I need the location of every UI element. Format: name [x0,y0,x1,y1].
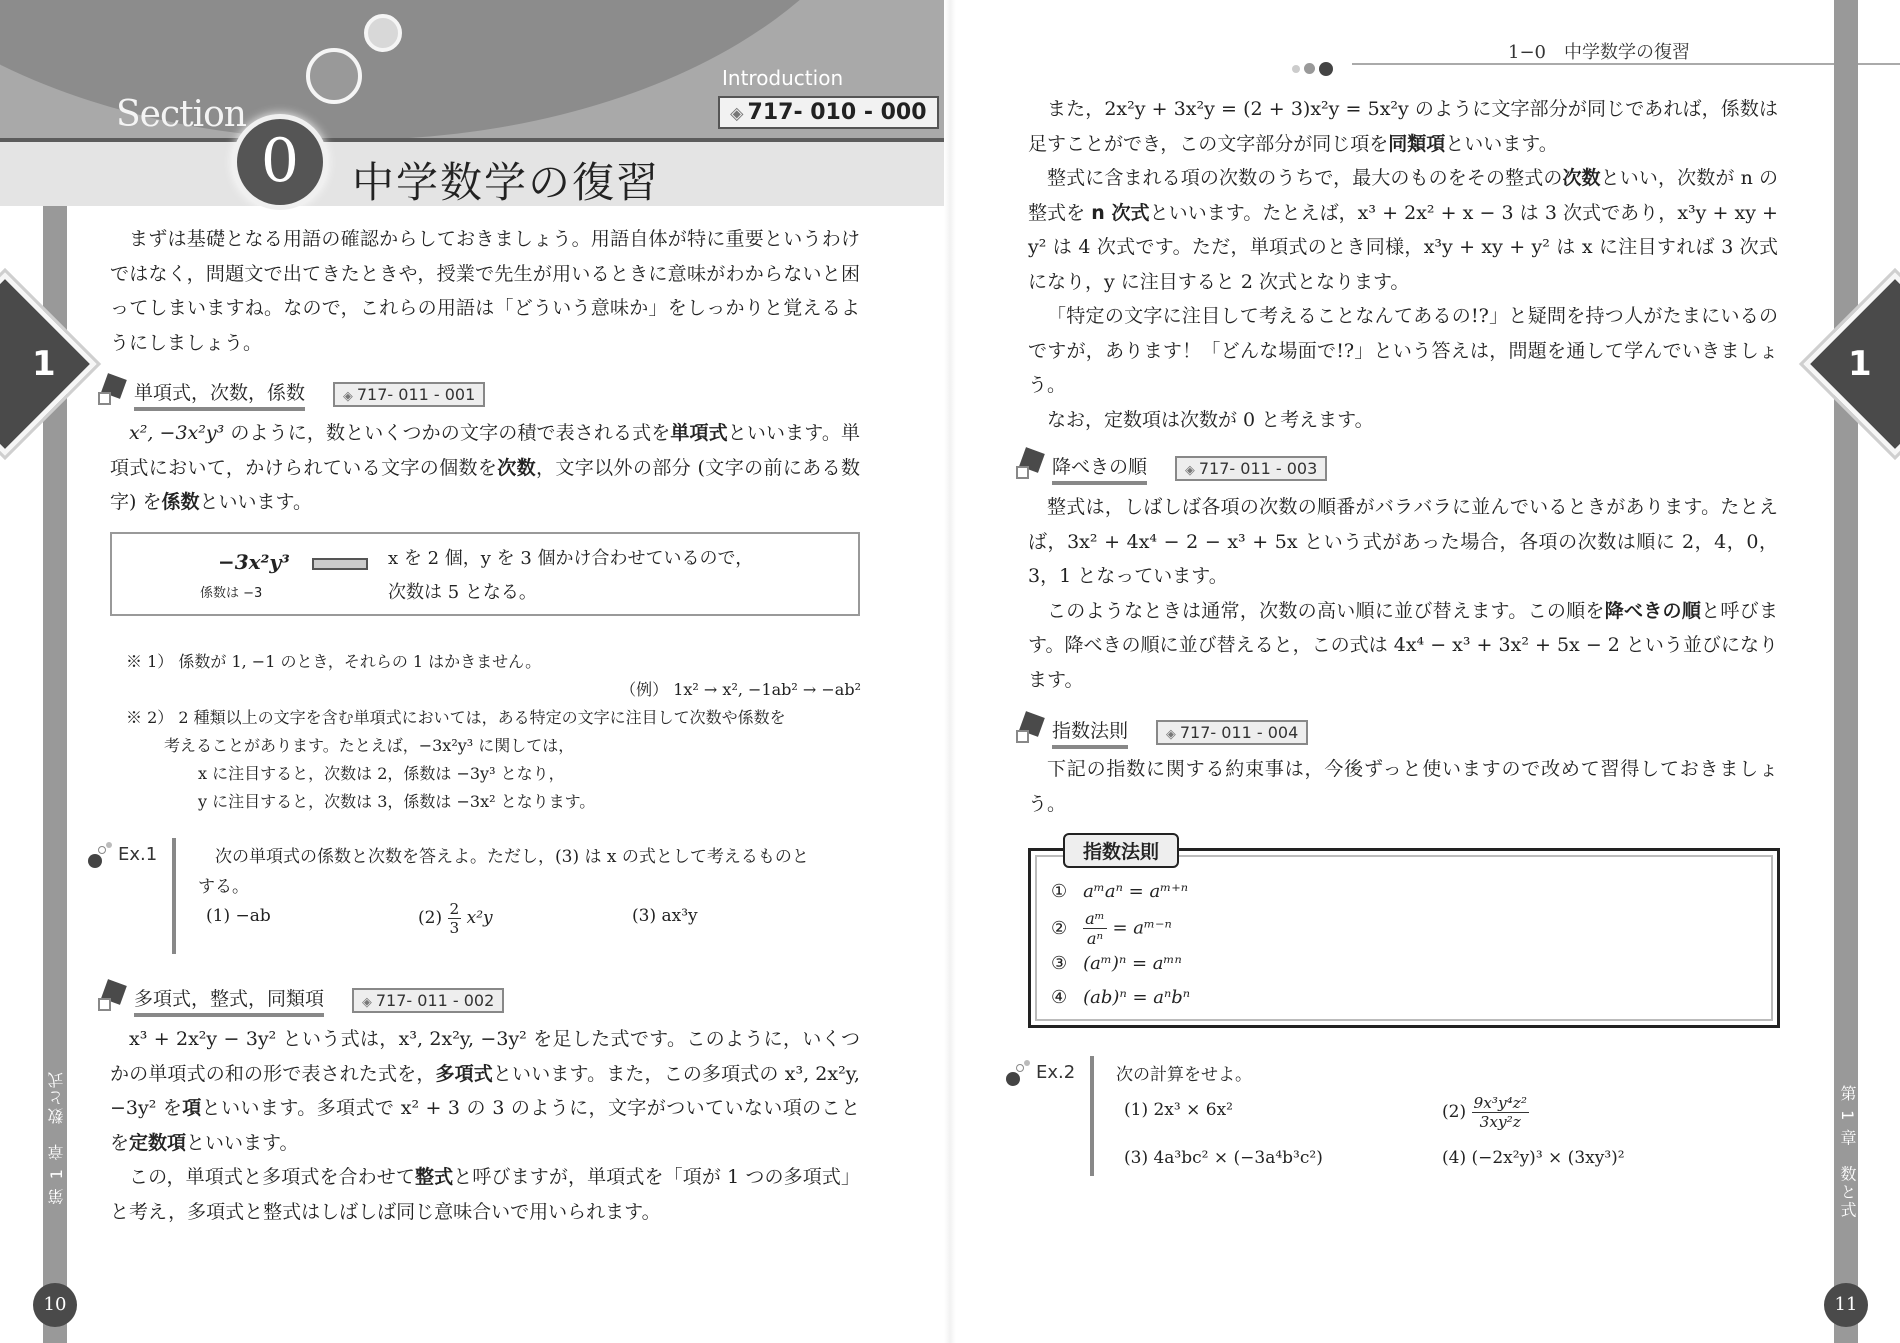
coefficient-note: 係数は −3 [200,586,263,601]
topic-code[interactable]: ◈ 717- 011 - 002 [352,988,504,1013]
exercise-label: Ex.1 [118,844,158,865]
exponent-laws-box [1028,841,1780,1028]
topic-marker-icon [98,986,128,1016]
descending-order-paragraph: 整式は，しばしば各項の次数の順番がバラバラに並んでいるときがあります。たとえば，3x² + 4x⁴ − 2 − x³ + 5x という式があった場合，各項の次数は順に 2，4，0，3，1 となっています。 このようなときは通常，次数の高い順に並び替えます。この順を降べきの順と呼びます。降べきの順に並び替えると，この式は 4x⁴ − x³ + 3x² + 5x − 2 という並びになります。 [1028,496,1778,691]
section-label: Section [116,94,246,135]
monomial-expression: −3x²y³ [218,550,290,574]
exponent-laws-intro: 下記の指数に関する約束事は，今後ずっと使いますので改めて習得しておきましょう。 [1028,758,1778,815]
decorative-bubble-icon [306,48,362,104]
exponent-rule: ③ (aᵐ)ⁿ = aᵐⁿ [1051,953,1182,974]
topic-heading-descending-order: 降べきの順 ◈ 717- 011 - 003 [1016,452,1327,485]
exponent-rule: ① aᵐaⁿ = aᵐ⁺ⁿ [1051,881,1189,902]
topic-marker-icon [1016,718,1046,748]
exercise-1: Ex.1 次の単項式の係数と次数を答えよ。ただし，(3) は x の式として考えるものと する。 (1) −ab (2) $\frac{2}{3}$ x²y (3) ax³y [88,838,868,954]
intro-paragraph: まずは基礎となる用語の確認からしておきましょう。用語自体が特に重要というわけではなく，問題文で出てきたときや，授業で先生が用いるときに意味がわからないと困ってしまいますね。なので，これらの用語は「どういう意味か」をしっかりと覚えるようにしましょう。 [110,228,860,354]
chapter-number: 1 [32,344,56,384]
exponent-laws-title: 指数法則 [1063,833,1179,868]
like-terms-paragraphs: また，2x²y + 3x²y = (2 + 3)x²y = 5x²y のように文字部分が同じであれば，係数は足すことができ，この文字部分が同じ項を同類項といいます。 整式に含まれる項の次数のうちで，最大のものをその整式の次数といい，次数が n の整式を n 次式といいます。たとえば，x³ + 2x² + x − 3 は 3 次式であり，x³y + xy + y² は 4 次式です。ただ，単項式のとき同様，x³y + xy + y² は x に注目すれば 3 次式になり，y に注目すると 2 次式となります。 「特定の文字に注目して考えることなんてあるの!?」と疑問を持つ人がたまにいるのですが，あります！「どんな場面で!?」という答えは，問題を通して学んでいきましょう。 なお，定数項は次数が 0 と考えます。 [1028,98,1778,431]
page-number: 11 [1824,1283,1868,1327]
exercise-item: (2) $\frac{2}{3}$ x²y [418,900,493,937]
monomial-paragraph: x², −3x²y³ のように，数といくつかの文字の積で表される式を単項式といいます。単項式において，かけられている文字の個数を次数，文字以外の部分 (文字の前にある数字) を係数といいます。 [110,422,860,513]
section-title: 中学数学の復習 [352,158,661,207]
section-number-badge: 0 [232,114,328,210]
diamond-icon: ◈ [730,104,744,124]
exercise-item: (4) (−2x²y)³ × (3xy³)² [1442,1148,1625,1168]
exercise-item: (2) $\frac{\text{9x³y⁴z²}}{\text{3xy²z}}$ [1442,1094,1527,1131]
topic-heading-exponent-laws: 指数法則 ◈ 717- 011 - 004 [1016,716,1308,749]
chapter-number: 1 [1848,344,1872,384]
chapter-label: 第 1 章 数と式 [1838,1085,1857,1220]
exponent-rule: ④ (ab)ⁿ = aⁿbⁿ [1051,987,1191,1008]
exercise-item: (1) −ab [206,906,271,926]
monomial-notes: ※ 1） 係数が 1, −1 のとき，それらの 1 はかきません。 （例） 1x² → x², −1ab² → −ab² ※ 2） 2 種類以上の文字を含む単項式においては，ある特定の文字に注目して次数や係数を 考えることがあります。たとえば，−3x²y³ に関しては， x に注目すると，次数は 2，係数は −3y³ となり， y に注目すると，次数は 3，係数は −3x² となります。 [126,652,861,811]
topic-code[interactable]: ◈ 717- 011 - 004 [1156,720,1308,745]
exponent-rule: ② $\frac{\text{aᵐ}}{\text{aⁿ}}$ = aᵐ⁻ⁿ [1051,909,1172,948]
diamond-icon: ◈ [343,389,353,404]
header-dots-icon [1292,58,1337,77]
diamond-icon: ◈ [1185,463,1195,478]
topic-code[interactable]: ◈ 717- 011 - 003 [1175,456,1327,481]
exercise-item: (3) ax³y [632,906,698,926]
topic-heading-polynomial: 多項式，整式，同類項 ◈ 717- 011 - 002 [98,984,504,1017]
arrow-icon [312,558,368,570]
running-header: 1−0 中学数学の復習 [1508,42,1690,63]
topic-code[interactable]: ◈ 717- 011 - 001 [333,382,485,407]
chapter-label: 第 1 章 数と式 [47,1070,66,1205]
exercise-item: (3) 4a³bc² × (−3a⁴b³c²) [1124,1148,1323,1168]
diamond-icon: ◈ [1166,727,1176,742]
topic-marker-icon [1016,454,1046,484]
decorative-bubble-icon [364,14,402,52]
exercise-item: (1) 2x³ × 6x² [1124,1100,1233,1120]
intro-label: Introduction [722,66,844,90]
diamond-icon: ◈ [362,995,372,1010]
section-code[interactable]: ◈ 717- 010 - 000 [718,96,939,129]
polynomial-paragraph: x³ + 2x²y − 3y² という式は，x³, 2x²y, −3y² を足した式です。このように，いくつかの単項式の和の形で表された式を，多項式といいます。また，この多項式の x³, 2x²y, −3y² を項といいます。多項式で x² + 3 の 3 のように，文字がついていない項のことを定数項といいます。 この，単項式と多項式を合わせて整式と呼びますが，単項式を「項が 1 つの多項式」と考え，多項式と整式はしばしば同じ意味合いで用いられます。 [110,1028,860,1223]
topic-heading-monomial: 単項式，次数，係数 ◈ 717- 011 - 001 [98,378,485,411]
exercise-label: Ex.2 [1036,1062,1076,1083]
page-number: 10 [33,1283,77,1327]
degree-example-box: −3x²y³ 係数は −3 x を 2 個，y を 3 個かけ合わせているので， 次数は 5 となる。 [110,532,860,616]
exercise-2: Ex.2 次の計算をせよ。 (1) 2x³ × 6x² (2) $\frac{\text{9x³y⁴z²}}{\text{3xy²z}}$ (3) 4a³bc² × (−3a⁴b³c²) (4) (−2x²y)³ × (3xy³)² [1006,1056,1786,1176]
topic-marker-icon [98,380,128,410]
